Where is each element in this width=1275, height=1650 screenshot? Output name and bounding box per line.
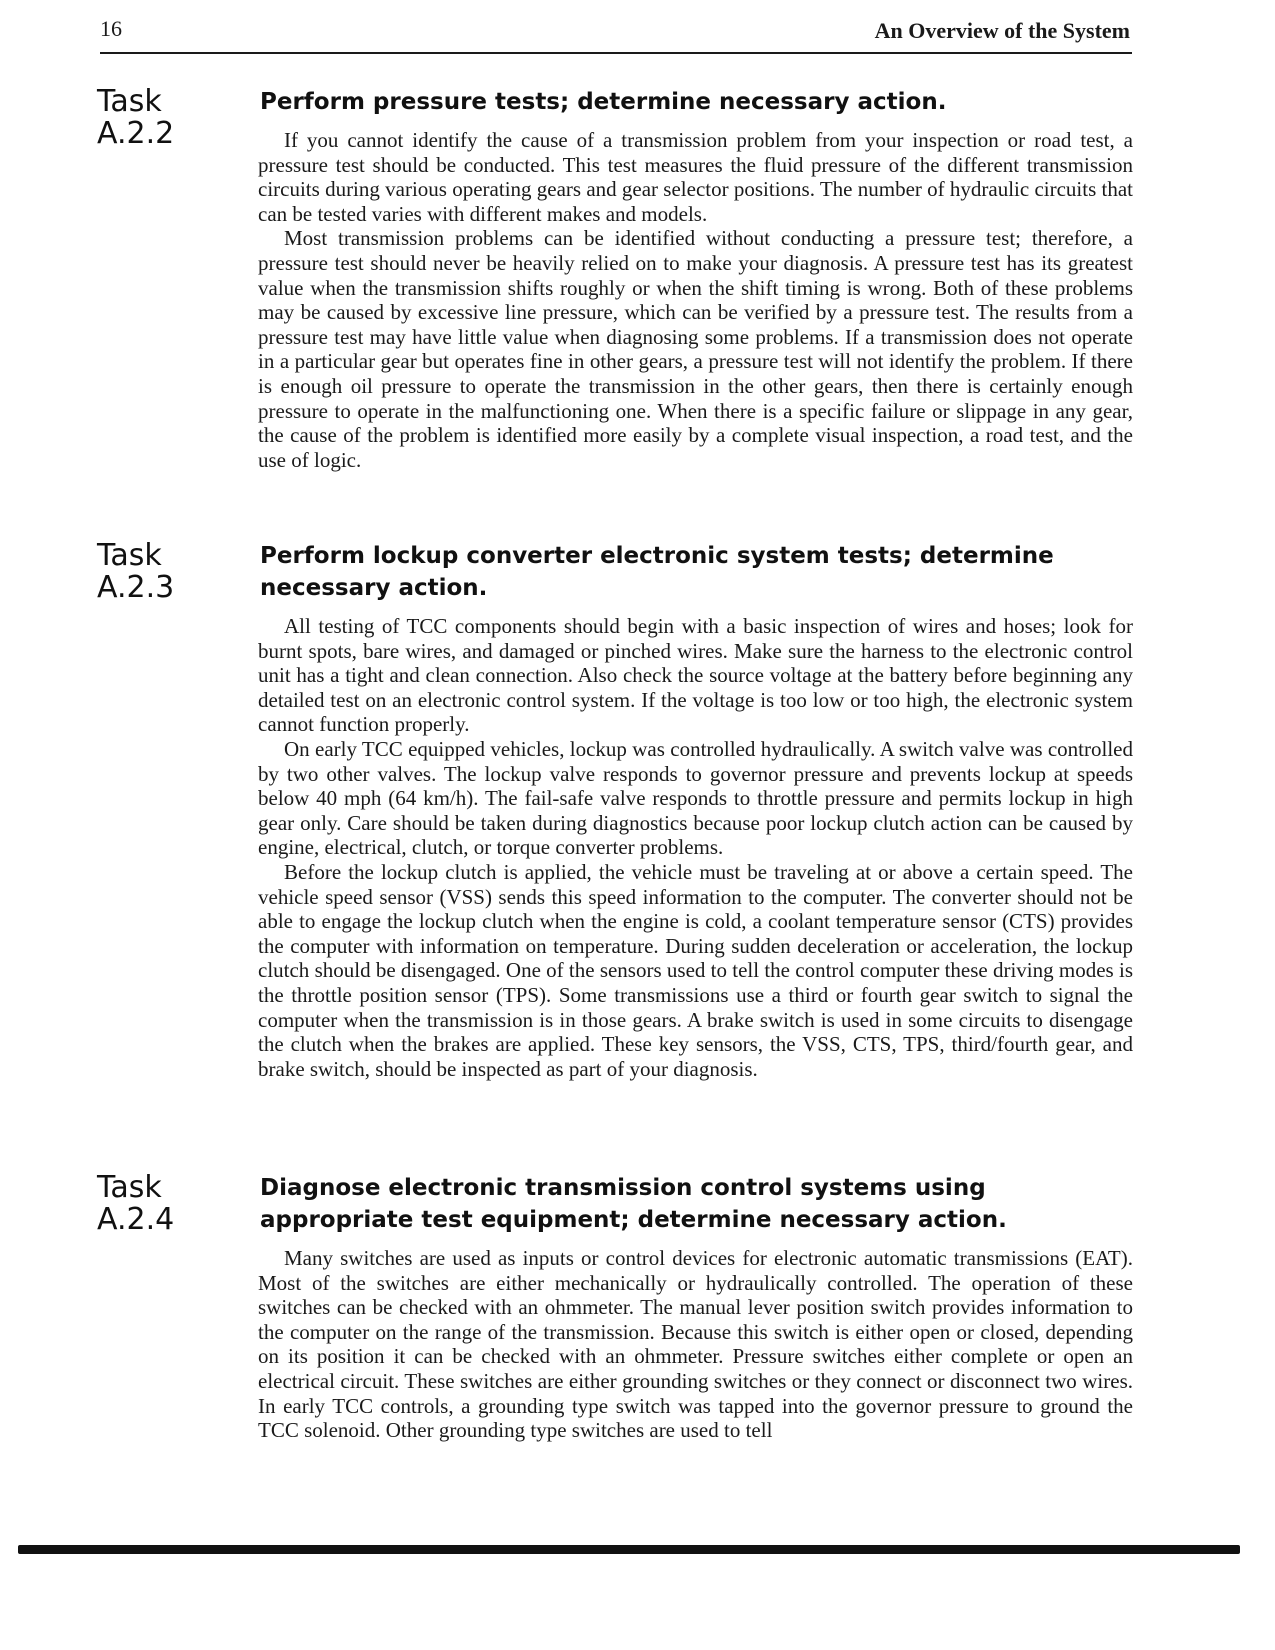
task-label-number: A.2.4 bbox=[97, 1202, 175, 1237]
task-label bbox=[97, 86, 174, 150]
task-body bbox=[258, 1246, 1133, 1443]
task-title: Perform pressure tests; determine necessary action. bbox=[260, 89, 947, 115]
task-label-word: Task bbox=[97, 538, 162, 573]
body-paragraph: All testing of TCC components should begin with a basic inspection of wires and hoses; look for burnt spots, bare wires, and damaged or pinched wires. Make sure the harness to the electronic control unit has a tight and clean connection. Also check the source voltage at the battery before beginning any detailed test on an electronic control system. If the voltage is too low or too high, the electronic system cannot function properly. bbox=[258, 614, 1133, 737]
task-body bbox=[258, 614, 1133, 1081]
running-head: An Overview of the System bbox=[874, 18, 1130, 43]
footer-rule bbox=[18, 1545, 1240, 1554]
task-label-word: Task bbox=[97, 1170, 162, 1205]
task-title: Diagnose electronic transmission control systems using appropriate test equipment; determine necessary action. bbox=[260, 1175, 1007, 1233]
task-label-number: A.2.3 bbox=[97, 570, 175, 605]
task-label bbox=[97, 540, 174, 604]
task-body bbox=[258, 128, 1133, 472]
body-paragraph: Most transmission problems can be identified without conducting a pressure test; therefore, a pressure test should never be heavily relied on to make your diagnosis. A pressure test has its greatest value when the transmission shifts roughly or when the shift timing is wrong. Both of these problems may be caused by excessive line pressure, which can be verified by a pressure test. The results from a pressure test may have little value when diagnosing some problems. If a transmission does not operate in a particular gear but operates fine in other gears, a pressure test will not identify the problem. If there is enough oil pressure to operate the transmission in the other gears, then there is certainly enough pressure to operate in the malfunctioning one. When there is a specific failure or slippage in any gear, the cause of the problem is identified more easily by a complete visual inspection, a road test, and the use of logic. bbox=[258, 226, 1133, 472]
task-label-number: A.2.2 bbox=[97, 116, 175, 151]
task-title: Perform lockup converter electronic system tests; determine necessary action. bbox=[260, 543, 1054, 601]
task-label-word: Task bbox=[97, 84, 162, 119]
body-paragraph: On early TCC equipped vehicles, lockup was controlled hydraulically. A switch valve was controlled by two other valves. The lockup valve responds to governor pressure and prevents lockup at speeds below 40 mph (64 km/h). The fail-safe valve responds to throttle pressure and permits lockup in high gear only. Care should be taken during diagnostics because poor lockup clutch action can be caused by engine, electrical, clutch, or torque converter problems. bbox=[258, 736, 1133, 860]
task-label bbox=[97, 1172, 174, 1236]
page-header bbox=[100, 14, 1132, 54]
page-number: 16 bbox=[100, 16, 122, 41]
body-paragraph: If you cannot identify the cause of a transmission problem from your inspection or road test, a pressure test should be conducted. This test measures the fluid pressure of the different transmission circuits during various operating gears and gear selector positions. The number of hydraulic circuits that can be tested varies with different makes and models. bbox=[258, 128, 1133, 226]
body-paragraph: Before the lockup clutch is applied, the vehicle must be traveling at or above a certain speed. The vehicle speed sensor (VSS) sends this speed information to the computer. The converter should not be able to engage the lockup clutch when the engine is cold, a coolant temperature sensor (CTS) provides the computer with information on temperature. During sudden deceleration or acceleration, the lockup clutch should be disengaged. One of the sensors used to tell the control computer these driving modes is the throttle position sensor (TPS). Some transmissions use a third or fourth gear switch to signal the computer when the transmission is in those gears. A brake switch is used in some circuits to disengage the clutch when the brakes are applied. These key sensors, the VSS, CTS, TPS, third/fourth gear, and brake switch, should be inspected as part of your diagnosis. bbox=[258, 859, 1133, 1081]
body-paragraph: Many switches are used as inputs or control devices for electronic automatic transmissions (EAT). Most of the switches are either mechanically or hydraulically controlled. The operation of these switches can be checked with an ohmmeter. The manual lever position switch provides information to the computer on the range of the transmission. Because this switch is either open or closed, depending on its position it can be checked with an ohmmeter. Pressure switches either complete or open an electrical circuit. These switches are either grounding switches or they connect or disconnect two wires. In early TCC controls, a grounding type switch was tapped into the governor pressure to ground the TCC solenoid. Other grounding type switches are used to tell bbox=[258, 1246, 1133, 1443]
